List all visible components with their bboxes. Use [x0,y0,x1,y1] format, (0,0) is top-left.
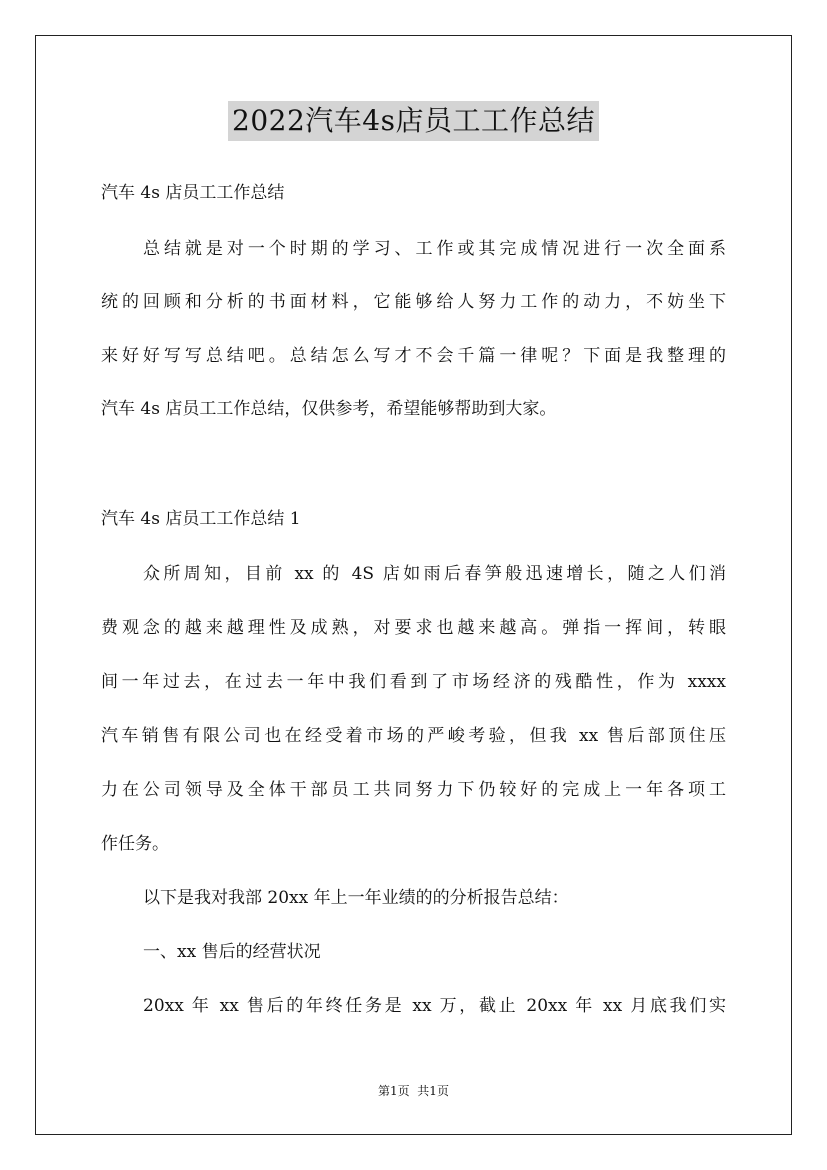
page-number: 第1页 共1页 [378,1084,449,1098]
document-title-text: 2022汽车4s店员工工作总结 [228,101,599,141]
paragraph-line: 以下是我对我部 20xx 年上一年业绩的的分析报告总结： [143,888,569,908]
paragraph-line: 力在公司领导及全体干部员工共同努力下仍较好的完成上一年各项工 [101,780,726,800]
subsection-heading: 一、xx 售后的经营状况 [143,942,321,962]
paragraph-line: 20xx 年 xx 售后的年终任务是 xx 万，截止 20xx 年 xx 月底我们实 [143,996,726,1016]
paragraph-line: 汽车销售有限公司也在经受着市场的严峻考验，但我 xx 售后部顶住压 [101,726,726,746]
paragraph-line: 统的回顾和分析的书面材料，它能够给人努力工作的动力，不妨坐下 [101,292,726,312]
paragraph-line: 作任务。 [101,834,169,854]
paragraph-line: 总结就是对一个时期的学习、工作或其完成情况进行一次全面系 [143,239,726,259]
subtitle-line: 汽车 4s 店员工工作总结 [101,183,285,203]
document-title [0,101,827,141]
paragraph-line: 汽车 4s 店员工工作总结，仅供参考，希望能够帮助到大家。 [101,399,557,419]
paragraph-line: 众所周知，目前 xx 的 4S 店如雨后春笋般迅速增长，随之人们消 [143,564,726,584]
paragraph-line: 间一年过去，在过去一年中我们看到了市场经济的残酷性，作为 xxxx [101,672,726,692]
paragraph-line: 来好好写写总结吧。总结怎么写才不会千篇一律呢？下面是我整理的 [101,346,726,366]
paragraph-line: 费观念的越来越理性及成熟，对要求也越来越高。弹指一挥间，转眼 [101,618,726,638]
section-heading: 汽车 4s 店员工工作总结 1 [101,509,301,529]
